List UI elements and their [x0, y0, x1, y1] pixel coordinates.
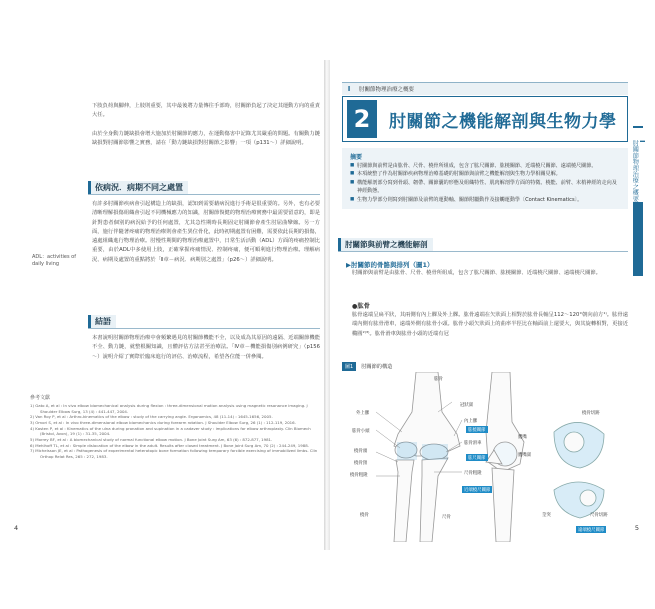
section-heading-anatomy	[338, 238, 628, 252]
conclusion-paragraph: 本書說明肘關節物理治療中會頻繁遇見的肘關節機能不全，以及成為其原因的遠隔、近端關節機能不全、動力鏈，就整根關知識，且體評估方法甚至治療法。「Ⅳ章－機能損傷別病例研究」（p156～）說明介紹了實際於臨床進行的評估、治療流程，希望各位能一併參閱。	[92, 335, 320, 360]
summary-title: 摘要	[350, 154, 363, 161]
summary-item: ■ 本項統整了作為肘關節疾病物理治療基礎的肘關節與前臂之機能解剖與生物力學相關見解。	[350, 170, 620, 178]
leader-line	[376, 452, 398, 462]
label-humerus: 肱骨	[434, 377, 443, 382]
label-ulna: 尺骨	[442, 515, 451, 520]
page-number-left: 4	[14, 524, 19, 532]
side-label-text: 肘關節物理治療之概要	[631, 140, 639, 202]
label-coronoid-fossa: 冠狀窩	[460, 403, 474, 408]
label-radius: 橈骨	[360, 513, 369, 518]
label-radial-notch: 橈骨切跡	[582, 411, 600, 416]
figure-title: 肘關節的構造	[361, 364, 393, 370]
label-medial-epicondyle: 內上髁	[464, 419, 478, 424]
label-radial-neck: 橈骨頸	[354, 461, 368, 466]
proximal-radial-head	[564, 432, 584, 452]
reference-item: 6) Mehlhoff TL, et al : Simple dislocation of the elbow in the adult. Results after closed treatment. J Bone Joint Surg Am, 70 (2) : 244-249, 1988.	[30, 442, 309, 448]
radius-shape	[394, 460, 414, 542]
figure-elbow-structure	[342, 362, 632, 542]
reference-item: 2) Van Roy P, et al : Arthro-kinematics of the elbow : study of the carrying angle. Ergonomics, 48 (11-14) : 1645-1656, 2005.	[30, 414, 273, 420]
intro-paragraph: 下肢負荷與腳伸，上肢則重要，其中最後將力量傳往手部時，肘關節負起了決定其運動方向的重責大任。	[92, 103, 320, 119]
label-styloid-process: 莖突	[542, 513, 551, 518]
subheading-bones: ▶肘關節的骨骼與排列（圖1）	[346, 261, 434, 269]
section-title-box	[342, 96, 628, 142]
label-humeroradial-joint: 肱橈關節	[468, 427, 486, 433]
humerus-heading: ●肱骨	[352, 303, 370, 310]
chapter-roman: I	[347, 85, 351, 93]
cross-section-view	[554, 422, 604, 518]
reference-item: 4) Kasten P, et al : Kinematics of the ulna during pronation and supination in a cadaver study : implications for elbow arthroplasty. Clin Biomech (Bristol, Avon), 19 (1) : 31-35, 2004.	[30, 425, 311, 437]
summary-item: ■ 肘關節與前臂是由肱骨、尺骨、橈骨所組成，包含了肱尺關節、肱橈關節、近端橈尺關節、遠端橈尺關節。	[350, 162, 620, 170]
adl-side-note: ADL：activities of daily living	[32, 254, 77, 267]
side-roman: I	[638, 140, 646, 143]
label-humeroulnar-joint: 肱尺關節	[468, 455, 486, 461]
label-radial-head: 橈骨頭	[354, 449, 368, 454]
reference-item: 7) Michelsson JE, et al : Pathogenesis of experimental heterotopic bone formation following temporary forcible exercising of immobilized limbs. Clin Orthop Relat Res, 265 : 272, 1983.	[30, 448, 318, 459]
right-page	[330, 68, 646, 546]
label-olecranon: 鷹嘴	[518, 435, 527, 440]
section-heading-conclusion	[88, 314, 320, 329]
section-heading-label: 肘關節與前臂之機能解剖	[338, 238, 433, 251]
references-title: 參考文獻	[30, 395, 51, 401]
condition-paragraph: 有許多肘關節疾病會引起構造上的缺損，認知到需要藉病況進行手術是很重要的。另外，也有必要清晰理解損傷組織會引起不同機械應力的知識，肘關節復健的物理治療實務中最需要留意的，即是針對患者個別的病況給予的任何處置，尤其急性期時長期固定肘關節會產生肘屈曲攣縮。另一方面，施行伴隨著疼痛的物理治療則會產生異位骨化，此時初期處置有困難，需要依此長期的損傷，遠處組織進行物理治療。肘慢性期間的物理治療處置中，日常生活活動（ADL）方面的疼痛控制比重要，由於ADL中多使用上肢，正確掌握疼痛情況、控制疼痛，便可順利進行物理治療。理解病況、病期及處置的重點將於「Ⅱ章－病況．病期別之處置」（p26～）詳細說明。	[92, 201, 320, 263]
reference-item: 1) Gato A, et al : In vivo elbow biomechanical analysis during flexion : three-dimensional motion analysis using magnetic resonance imaging. J Shoulder Elbow Surg, 13 (4) : 441-447, 2004.	[30, 403, 308, 414]
label-ulnar-notch: 尺骨切跡	[590, 513, 608, 518]
section-heading-label: 依病況．病期不同之處置	[88, 181, 188, 194]
side-chapter-label	[631, 128, 645, 202]
chapter-title: 肘關節物理治療之概要	[359, 87, 415, 93]
summary-box	[342, 148, 628, 209]
chapter-bar	[342, 82, 628, 95]
leader-line	[454, 420, 462, 436]
section-title: 肘關節之機能解剖與生物力學	[389, 111, 617, 132]
bones-paragraph: 肘關節與前臂是由肱骨、尺骨、橈骨所組成，包含了肱尺關節、肱橈關節、近端橈尺關節、遠端橈尺關節。	[352, 270, 601, 276]
humerus-paragraph: 肱骨遠端呈扁平狀，其兩側有內上髁及外上髁。肱骨遠端在矢狀面上相對於肱骨長軸呈112～120°朝向前方¹⁾。肱骨遠端內側有肱骨滑車，遠端外側有肱骨小頭。肱骨小頭矢狀面上的曲率半徑比在軸面前上還要大，與其旋轉相對，更接近橢圓²⁾³⁾。肱骨滑車與肱骨小頭的近端有冠	[352, 312, 628, 337]
section-heading-condition	[88, 180, 320, 195]
leader-line	[376, 412, 402, 432]
references	[30, 394, 318, 460]
summary-item: ■ 構能解剖部分寫到骨頭、韌帶、關節囊的形態及組織特性、肌肉解剖學方面的特徵、橈能、前臂、末梢神經的走向及神經動態。	[350, 179, 620, 196]
label-ulnar-tuberosity: 尺骨粗隆	[464, 471, 482, 476]
section-heading-label: 結語	[88, 315, 116, 328]
section-number: 2	[347, 100, 377, 138]
distal-ulna-head	[580, 490, 596, 506]
kinetic-chain-paragraph: 由於全身動力鏈缺損會增大施加於肘關節的應力，在運動傷害中記錄尤其嚴重的問題。有關動力鏈缺損對肘關節影響之實務，請在「動力鏈缺損對肘關節之影響」一項（p131～）詳細說明。	[92, 131, 320, 147]
label-olecranon-fossa: 鷹嘴窩	[518, 453, 532, 458]
page-number-right: 5	[634, 524, 639, 532]
label-lateral-epicondyle: 外上髁	[356, 411, 370, 416]
figure-caption	[342, 362, 632, 371]
label-proximal-radioulnar-joint: 近端橈尺關節	[464, 487, 491, 493]
label-trochlea: 肱骨滑車	[464, 441, 482, 446]
lateral-ulna	[492, 468, 514, 542]
reference-item: 3) Omori S, et al : In vivo three-dimensional elbow biomechanics during forearm rotation. J Shoulder Elbow Surg, 26 (1) : 112-119, 2016.	[30, 419, 296, 425]
label-distal-radioulnar-joint: 遠端橈尺關節	[578, 527, 605, 533]
reference-item: 5) Morrey BF, et al : A biomechanical study of normal functional elbow motion. J Bone Joint Surg Am, 63 (6) : 872-877, 1981.	[30, 436, 273, 442]
left-page	[12, 68, 324, 546]
label-capitulum: 肱骨小頭	[352, 429, 370, 434]
humeroulnar-highlight	[422, 444, 448, 460]
summary-item: ■ 生物力學部分則寫到肘關節及前臂的運動軸、關節附屬動作及接觸運動學〔Contact Kinematics〕。	[350, 196, 620, 204]
humeroradial-highlight	[397, 442, 417, 460]
figure-tag: 圖1	[342, 362, 356, 371]
label-radial-tuberosity: 橈骨粗隆	[350, 473, 368, 478]
ulna-shape	[420, 458, 448, 542]
